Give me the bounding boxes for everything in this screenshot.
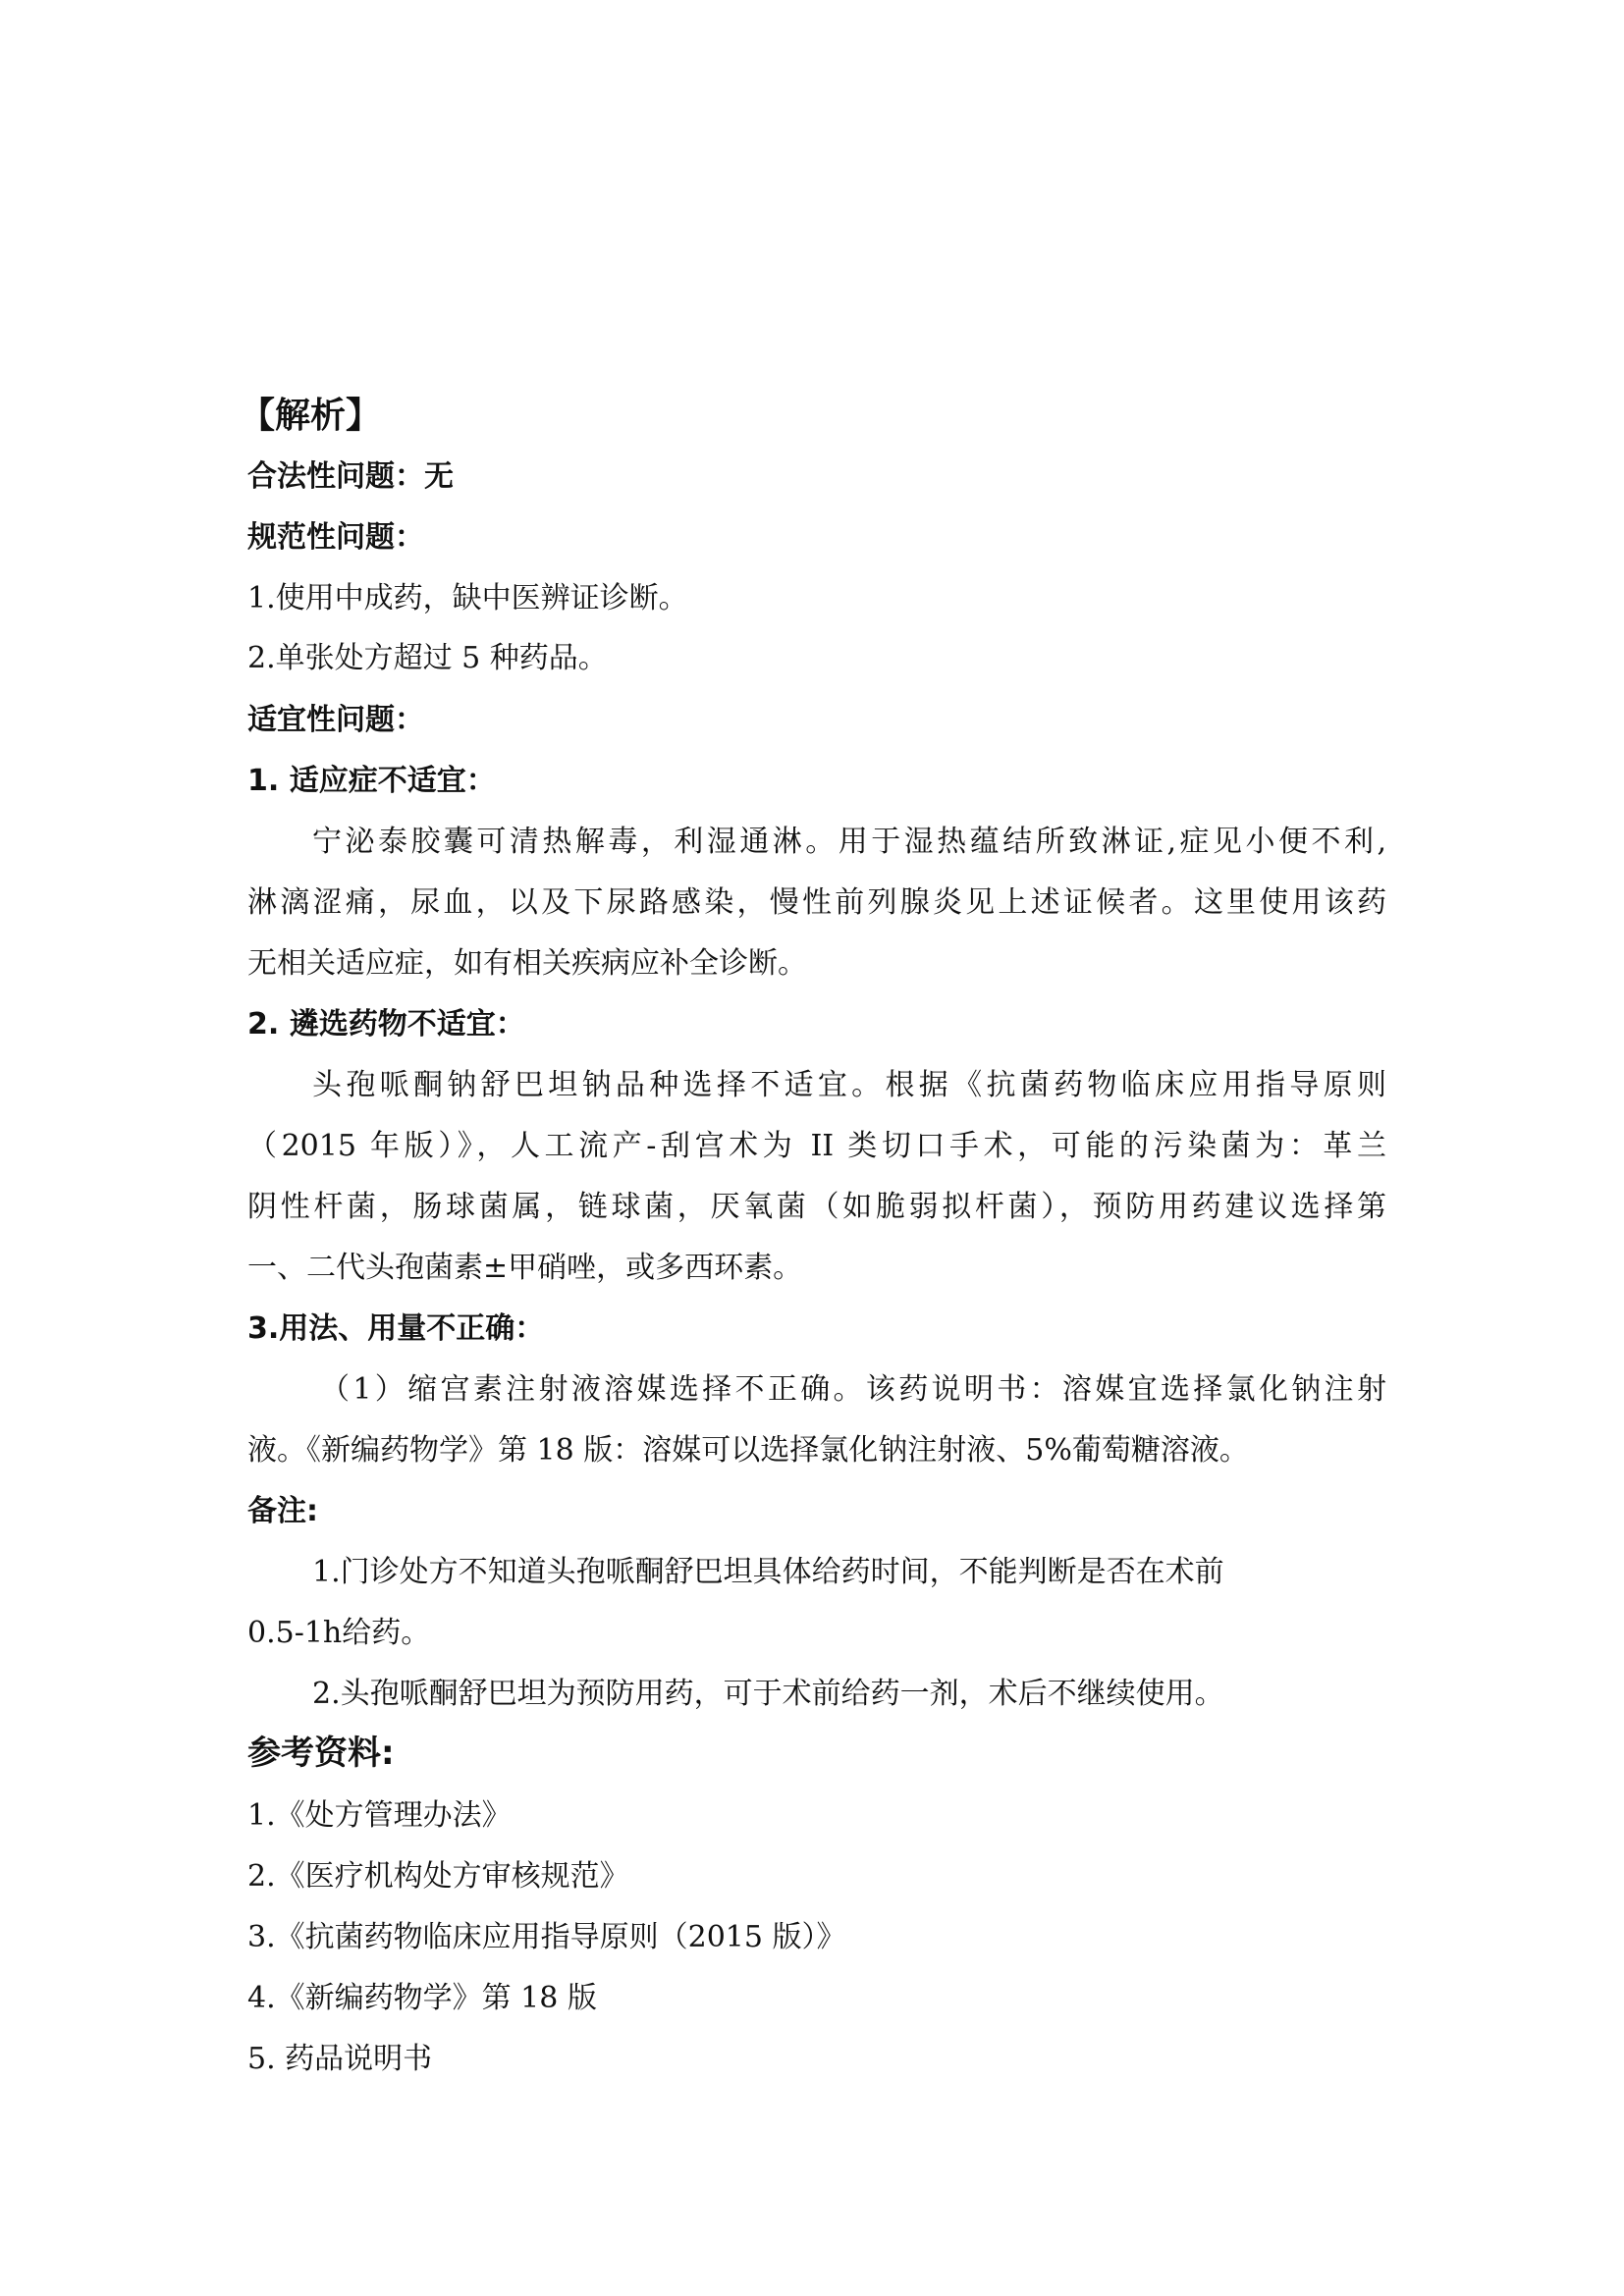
reference-item: 1.《处方管理办法》: [247, 1798, 512, 1833]
reference-item: 3.《抗菌药物临床应用指导原则（2015 版）》: [247, 1920, 846, 1954]
notes-heading: 备注:: [247, 1494, 318, 1528]
drug-selection-line: 阴性杆菌，肠球菌属，链球菌，厌氧菌（如脆弱拟杆菌），预防用药建议选择第: [247, 1190, 1386, 1224]
indication-line: 无相关适应症，如有相关疾病应补全诊断。: [247, 946, 807, 981]
dosage-heading: 3.用法、用量不正确：: [247, 1311, 545, 1346]
drug-selection-heading: 2. 遴选药物不适宜：: [247, 1007, 525, 1041]
reference-item: 5. 药品说明书: [247, 2042, 433, 2076]
indication-line: 宁泌泰胶囊可清热解毒，利湿通淋。用于湿热蕴结所致淋证,症见小便不利,: [312, 825, 1386, 859]
notes-line: 0.5-1h给药。: [247, 1616, 431, 1650]
analysis-title: 【解析】: [240, 396, 382, 436]
reference-item: 2.《医疗机构处方审核规范》: [247, 1859, 629, 1894]
indication-line: 淋漓涩痛，尿血，以及下尿路感染，慢性前列腺炎见上述证候者。这里使用该药: [247, 885, 1386, 920]
notes-line: 2.头孢哌酮舒巴坦为预防用药，可于术前给药一剂，术后不继续使用。: [312, 1677, 1224, 1711]
notes-line: 1.门诊处方不知道头孢哌酮舒巴坦具体给药时间，不能判断是否在术前: [312, 1555, 1224, 1589]
dosage-line: （1）缩宫素注射液溶媒选择不正确。该药说明书：溶媒宜选择氯化钠注射: [320, 1372, 1386, 1407]
drug-selection-line: 头孢哌酮钠舒巴坦钠品种选择不适宜。根据《抗菌药物临床应用指导原则: [312, 1068, 1386, 1102]
standard-heading: 规范性问题：: [247, 520, 424, 555]
suitability-heading: 适宜性问题：: [247, 703, 424, 737]
legality-line: 合法性问题：无: [247, 459, 454, 494]
standard-item: 1.使用中成药，缺中医辨证诊断。: [247, 581, 688, 615]
drug-selection-line: （2015 年版）》，人工流产-刮宫术为 II 类切口手术，可能的污染菌为：革兰: [247, 1129, 1386, 1163]
indication-heading: 1. 适应症不适宜：: [247, 764, 496, 798]
standard-item: 2.单张处方超过 5 种药品。: [247, 641, 608, 675]
references-heading: 参考资料:: [247, 1734, 395, 1773]
drug-selection-line: 一、二代头孢菌素±甲硝唑，或多西环素。: [247, 1251, 803, 1285]
reference-item: 4.《新编药物学》第 18 版: [247, 1981, 597, 2015]
dosage-line: 液。《新编药物学》第 18 版：溶媒可以选择氯化钠注射液、5%葡萄糖溶液。: [247, 1433, 1249, 1468]
